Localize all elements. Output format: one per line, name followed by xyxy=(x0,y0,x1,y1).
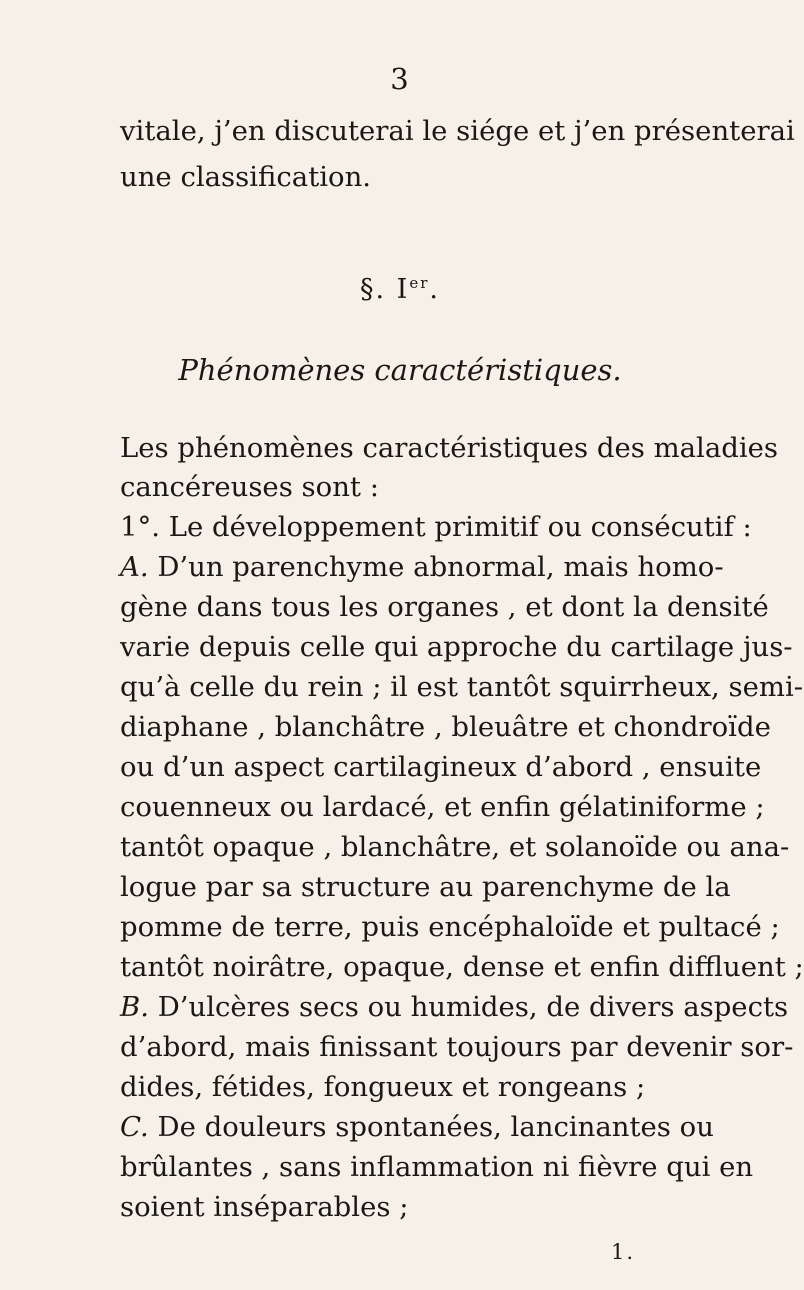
text-line: une classification. xyxy=(120,161,372,193)
text-line: pomme de terre, puis encéphaloïde et pultacé ; xyxy=(120,911,780,943)
text-line: diaphane , blanchâtre , bleuâtre et chondroïde xyxy=(120,711,771,743)
text-line: brûlantes , sans inflammation ni fièvre qui en xyxy=(120,1151,754,1183)
line-text: D’un parenchyme abnormal, mais homo- xyxy=(148,551,724,583)
section-mark-end: . xyxy=(429,274,440,305)
text-line xyxy=(120,1110,714,1144)
text-line: tantôt opaque , blanchâtre, et solanoïde ou ana- xyxy=(120,831,790,863)
item-letter: A. xyxy=(120,551,149,583)
text-line: cancéreuses sont : xyxy=(120,471,379,503)
text-line xyxy=(120,550,724,584)
signature-mark: 1. xyxy=(611,1240,636,1264)
page-number: 3 xyxy=(390,62,410,96)
section-heading xyxy=(0,274,800,305)
text-line: tantôt noirâtre, opaque, dense et enfin diffluent ; xyxy=(120,951,804,983)
line-text: De douleurs spontanées, lancinantes ou xyxy=(148,1111,714,1143)
text-line: varie depuis celle qui approche du cartilage jus- xyxy=(120,631,793,663)
text-line: ou d’un aspect cartilagineux d’abord , ensuite xyxy=(120,751,762,783)
item-letter: C. xyxy=(120,1111,149,1143)
text-line: 1°. Le développement primitif ou consécutif : xyxy=(120,511,752,543)
text-line: d’abord, mais finissant toujours par devenir sor- xyxy=(120,1031,794,1063)
text-line xyxy=(120,990,789,1024)
line-text: D’ulcères secs ou humides, de divers aspects xyxy=(148,991,789,1023)
item-letter: B. xyxy=(120,991,149,1023)
section-mark-superscript: er xyxy=(409,274,430,292)
text-line: dides, fétides, fongueux et rongeans ; xyxy=(120,1071,646,1103)
section-title: Phénomènes caractéristiques. xyxy=(178,353,622,387)
text-line: Les phénomènes caractéristiques des maladies xyxy=(120,432,779,464)
text-line: vitale, j’en discuterai le siége et j’en présenterai xyxy=(120,115,795,147)
section-mark: §. I xyxy=(360,274,410,305)
text-line: couenneux ou lardacé, et enfin gélatiniforme ; xyxy=(120,791,765,823)
text-line: soient inséparables ; xyxy=(120,1191,409,1223)
text-line: gène dans tous les organes , et dont la densité xyxy=(120,591,769,623)
text-line: logue par sa structure au parenchyme de la xyxy=(120,871,731,903)
text-line: qu’à celle du rein ; il est tantôt squirrheux, semi- xyxy=(120,671,804,703)
